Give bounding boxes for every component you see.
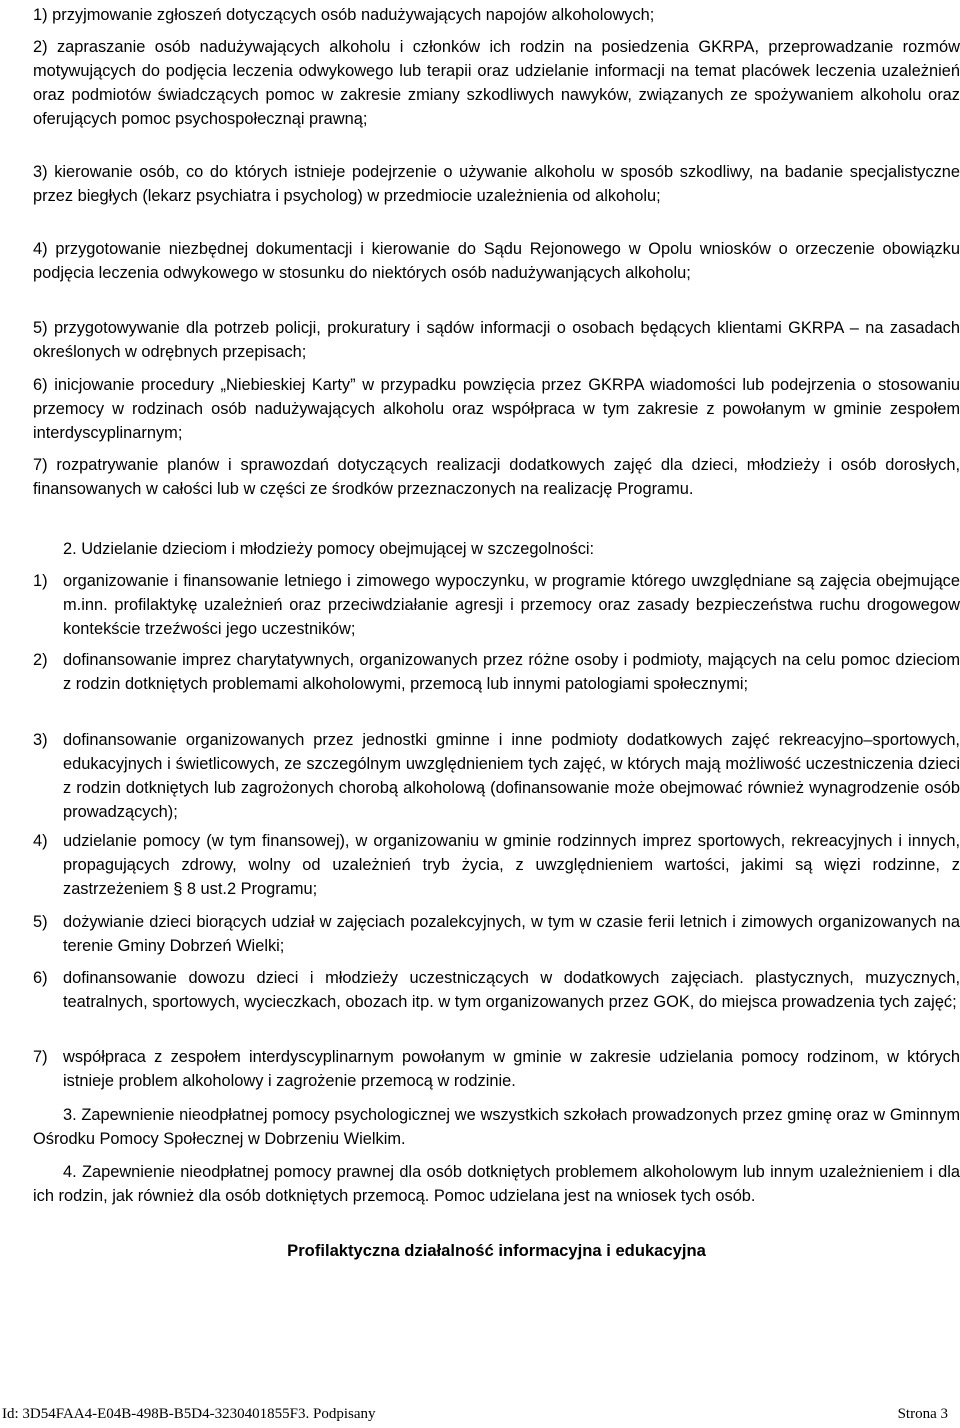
- list-text: organizowanie i finansowanie letniego i zimowego wypoczynku, w programie którego uwzględniane są zajęcia obejmujące m.inn. profilaktykę uzależnień oraz przeciwdziałanie agresji i przemocy oraz zasady bezpieczeństwa ruchu drogowegow kontekście trzeźwości jego uczestników;: [63, 572, 960, 638]
- list-item: 7) rozpatrywanie planów i sprawozdań dotyczących realizacji dodatkowych zajęć dla dzieci, młodzieży i osób dorosłych, finansowanych w całości lub w części ze środków przeznaczonych na realizację Programu.: [33, 456, 960, 498]
- section-paragraph: 3. Zapewnienie nieodpłatnej pomocy psychologicznej we wszystkich szkołach prowadzonych przez gminę oraz w Gminnym Ośrodku Pomocy Społecznej w Dobrzeniu Wielkim.: [33, 1106, 960, 1148]
- list-number: 3): [33, 731, 48, 749]
- list-item: [33, 728, 960, 824]
- list-number: 6): [33, 969, 48, 987]
- list-item: [33, 829, 960, 901]
- list-number: 4): [33, 832, 48, 850]
- list-item: [33, 910, 960, 958]
- list-number: 7): [33, 1048, 48, 1066]
- section-heading-text: Profilaktyczna działalność informacyjna i edukacyjna: [287, 1241, 706, 1260]
- list-number: 5): [33, 913, 48, 931]
- list-item: [33, 1045, 960, 1093]
- list-item: 6) inicjowanie procedury „Niebieskiej Karty” w przypadku powzięcia przez GKRPA wiadomości lub podejrzenia o stosowaniu przemocy w rodzinach osób nadużywających alkoholu oraz współpraca w tym zakresie z powołanym w gminie zespołem interdyscyplinarnym;: [33, 376, 960, 442]
- list-number: 2): [33, 651, 48, 669]
- list-text: współpraca z zespołem interdyscyplinarnym powołanym w gminie w zakresie udzielania pomocy rodzinom, w których istnieje problem alkoholowy i zagrożenie przemocą w rodzinie.: [63, 1048, 960, 1090]
- list-item: [33, 648, 960, 696]
- list-text: dożywianie dzieci biorących udział w zajęciach pozalekcyjnych, w tym w czasie ferii letnich i zimowych organizowanych na terenie Gminy Dobrzeń Wielki;: [63, 913, 960, 955]
- list-item: 4) przygotowanie niezbędnej dokumentacji i kierowanie do Sądu Rejonowego w Opolu wniosków o orzeczenie obowiązku podjęcia leczenia odwykowego w stosunku do niektórych osób nadużywanjących alkoholu;: [33, 240, 960, 282]
- section-paragraph: 4. Zapewnienie nieodpłatnej pomocy prawnej dla osób dotkniętych problemem alkoholowym lub innym uzależnieniem i dla ich rodzin, jak również dla osób dotkniętych przemocą. Pomoc udzielana jest na wniosek tych osób.: [33, 1163, 960, 1205]
- list-text: dofinansowanie imprez charytatywnych, organizowanych przez różne osoby i podmioty, mających na celu pomoc dzieciom z rodzin dotkniętych problemami alkoholowymi, przemocą lub innymi patologiami społecznymi;: [63, 651, 960, 693]
- list-text: udzielanie pomocy (w tym finansowej), w organizowaniu w gminie rodzinnych imprez sportowych, rekreacyjnych i innych, propagujących zdrowy, wolny od uzależnień tryb życia, z uwzględnieniem wartości, jakimi są więzi rodzinne, z zastrzeżeniem § 8 ust.2 Programu;: [63, 832, 960, 898]
- page-number: Strona 3: [897, 1406, 948, 1422]
- list-item: 2) zapraszanie osób nadużywających alkoholu i członków ich rodzin na posiedzenia GKRPA, przeprowadzanie rozmów motywujących do podjęcia leczenia odwykowego lub terapii oraz udzielanie informacji na temat placówek leczenia uzależnień oraz podmiotów świadczących pomoc w zakresie zmiany szkodliwych nawyków, związanych ze spożywaniem alkoholu oraz oferujących pomoc psychospołecznąi prawną;: [33, 38, 960, 128]
- list-item: 3) kierowanie osób, co do których istnieje podejrzenie o używanie alkoholu w sposób szkodliwy, na badanie specjalistyczne przez biegłych (lekarz psychiatra i psycholog) w przedmiocie uzależnienia od alkoholu;: [33, 163, 960, 205]
- list-item: 5) przygotowywanie dla potrzeb policji, prokuratury i sądów informacji o osobach będących klientami GKRPA – na zasadach określonych w odrębnych przepisach;: [33, 319, 960, 361]
- list-item: 1) przyjmowanie zgłoszeń dotyczących osób nadużywających napojów alkoholowych;: [33, 6, 655, 24]
- list-number: 1): [33, 572, 48, 590]
- section-heading: [33, 1239, 960, 1263]
- document-id: Id: 3D54FAA4-E04B-498B-B5D4-3230401855F3. Podpisany: [2, 1406, 376, 1422]
- list-text: dofinansowanie organizowanych przez jednostki gminne i inne podmioty dodatkowych zajęć rekreacyjno–sportowych, edukacyjnych i świetlicowych, ze szczególnym uwzględnieniem tych zajęć, w których mają możliwość uczestniczenia dzieci z rodzin dotkniętych lub zagrożonych chorobą alkoholową (dofinansowanie może obejmować również wynagrodzenie osób prowadzących);: [63, 731, 960, 821]
- section-intro: 2. Udzielanie dzieciom i młodzieży pomocy obejmującej w szczegolności:: [63, 540, 595, 558]
- list-item: [33, 569, 960, 641]
- list-text: dofinansowanie dowozu dzieci i młodzieży uczestniczących w dodatkowych zajęciach. plastycznych, muzycznych, teatralnych, sportowych, wycieczkach, obozach itp. w tym organizowanych przez GOK, do miejsca prowadzenia tych zajęć;: [63, 969, 960, 1011]
- list-item: [33, 966, 960, 1014]
